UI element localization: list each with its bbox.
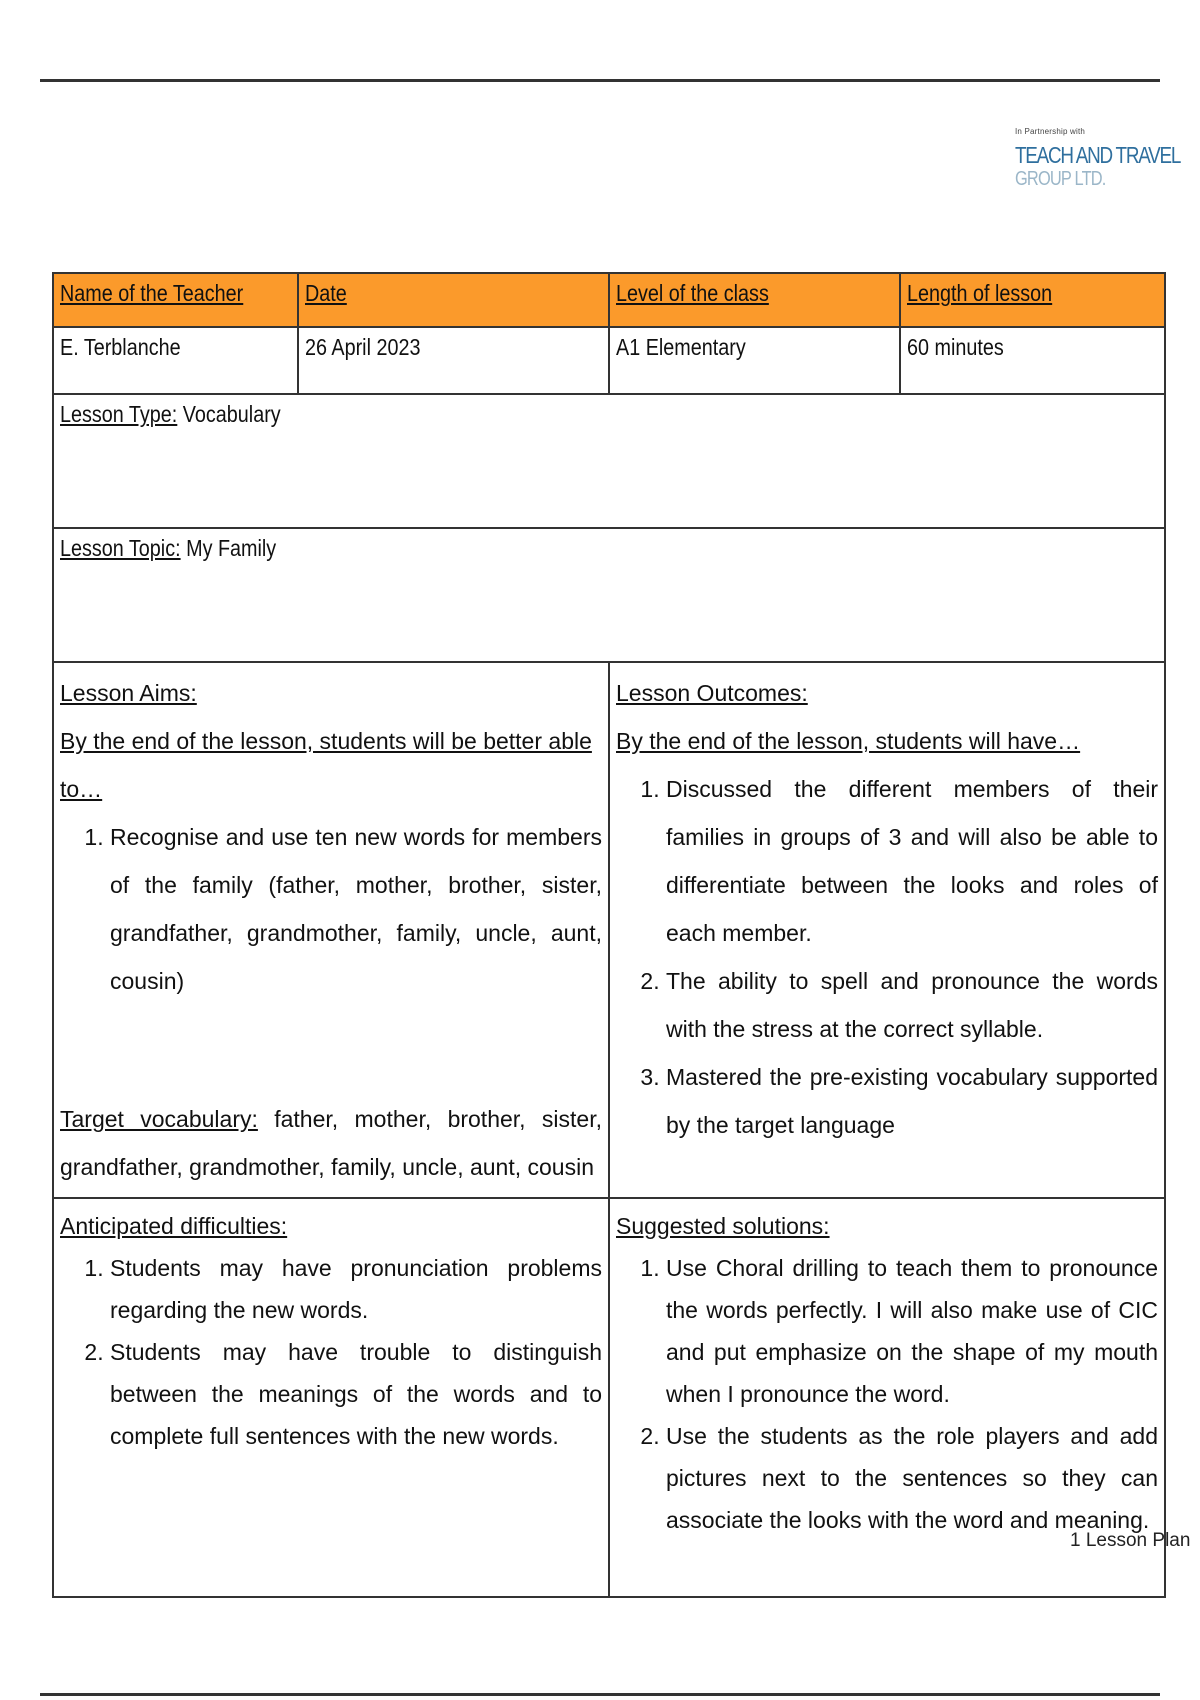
lesson-topic-row — [53, 528, 1165, 662]
partner-logo — [1015, 127, 1181, 190]
outcomes-item: 3. Mastered the pre-existing vocabulary supported by the target language — [666, 1053, 1158, 1149]
lesson-type-label: Lesson Type: — [60, 401, 178, 427]
lesson-topic-label: Lesson Topic: — [60, 535, 181, 561]
aims-list — [60, 813, 602, 1005]
difficulties-item: 1. Students may have pronunciation problems regarding the new words. — [110, 1247, 602, 1331]
lesson-type-row — [53, 394, 1165, 528]
vocab-value: father, mother, brother, sister, grandfather, grandmother, family, uncle, aunt, cousin — [60, 1106, 602, 1180]
info-row — [53, 327, 1165, 394]
bottom-rule — [40, 1693, 1160, 1696]
length-header: Length of lesson — [900, 273, 1165, 327]
lesson-topic-value: My Family — [180, 535, 277, 561]
date-cell: 26 April 2023 — [298, 327, 609, 394]
difficulties-item: 2. Students may have trouble to distinguish between the meanings of the words and to complete full sentences with the new words. — [110, 1331, 602, 1457]
aims-outcomes-row — [53, 662, 1165, 1198]
outcomes-title: Lesson Outcomes: — [616, 680, 808, 706]
outcomes-item: 2. The ability to spell and pronounce the words with the stress at the correct syllable. — [666, 957, 1158, 1053]
outcomes-cell — [609, 662, 1165, 1198]
solutions-list — [616, 1247, 1158, 1541]
outcomes-subtitle: By the end of the lesson, students will have… — [616, 728, 1081, 754]
lesson-type-cell — [53, 394, 1165, 528]
lesson-topic-cell — [53, 528, 1165, 662]
teacher-header: Name of the Teacher — [53, 273, 298, 327]
aims-subtitle: By the end of the lesson, students will be better able to… — [60, 728, 592, 802]
logo-line-2: GROUP LTD. — [1015, 168, 1106, 190]
lesson-plan-table — [52, 272, 1166, 1598]
page-footer: 1 Lesson Plan — [1070, 1530, 1191, 1551]
solutions-item: 2. Use the students as the role players and add pictures next to the sentences so they can associate the looks with the word and meaning. — [666, 1415, 1158, 1541]
logo-line-1: TEACH AND TRAVEL — [1015, 142, 1181, 168]
teacher-cell: E. Terblanche — [53, 327, 298, 394]
difficulties-cell — [53, 1198, 609, 1597]
difficulties-list — [60, 1247, 602, 1457]
lesson-type-value: Vocabulary — [177, 401, 281, 427]
outcomes-list — [616, 765, 1158, 1149]
solutions-item: 1. Use Choral drilling to teach them to pronounce the words perfectly. I will also make use of CIC and put emphasize on the shape of my mouth when I pronounce the word. — [666, 1247, 1158, 1415]
level-header: Level of the class — [609, 273, 900, 327]
outcomes-item: 1. Discussed the different members of their families in groups of 3 and will also be able to differentiate between the looks and roles of each member. — [666, 765, 1158, 957]
length-cell: 60 minutes — [900, 327, 1165, 394]
date-header: Date — [298, 273, 609, 327]
logo-small-text: In Partnership with — [1015, 127, 1086, 136]
level-cell: A1 Elementary — [609, 327, 900, 394]
difficulties-solutions-row — [53, 1198, 1165, 1597]
aims-title: Lesson Aims: — [60, 680, 197, 706]
target-vocabulary — [60, 1095, 602, 1191]
top-rule — [40, 79, 1160, 82]
vocab-label: Target vocabulary: — [60, 1106, 258, 1132]
solutions-title: Suggested solutions: — [616, 1213, 830, 1239]
difficulties-title: Anticipated difficulties: — [60, 1213, 288, 1239]
header-row — [53, 273, 1165, 327]
aims-cell — [53, 662, 609, 1198]
aims-item: 1. Recognise and use ten new words for members of the family (father, mother, brother, sister, grandfather, grandmother, family, uncle, aunt, cousin) — [110, 813, 602, 1005]
